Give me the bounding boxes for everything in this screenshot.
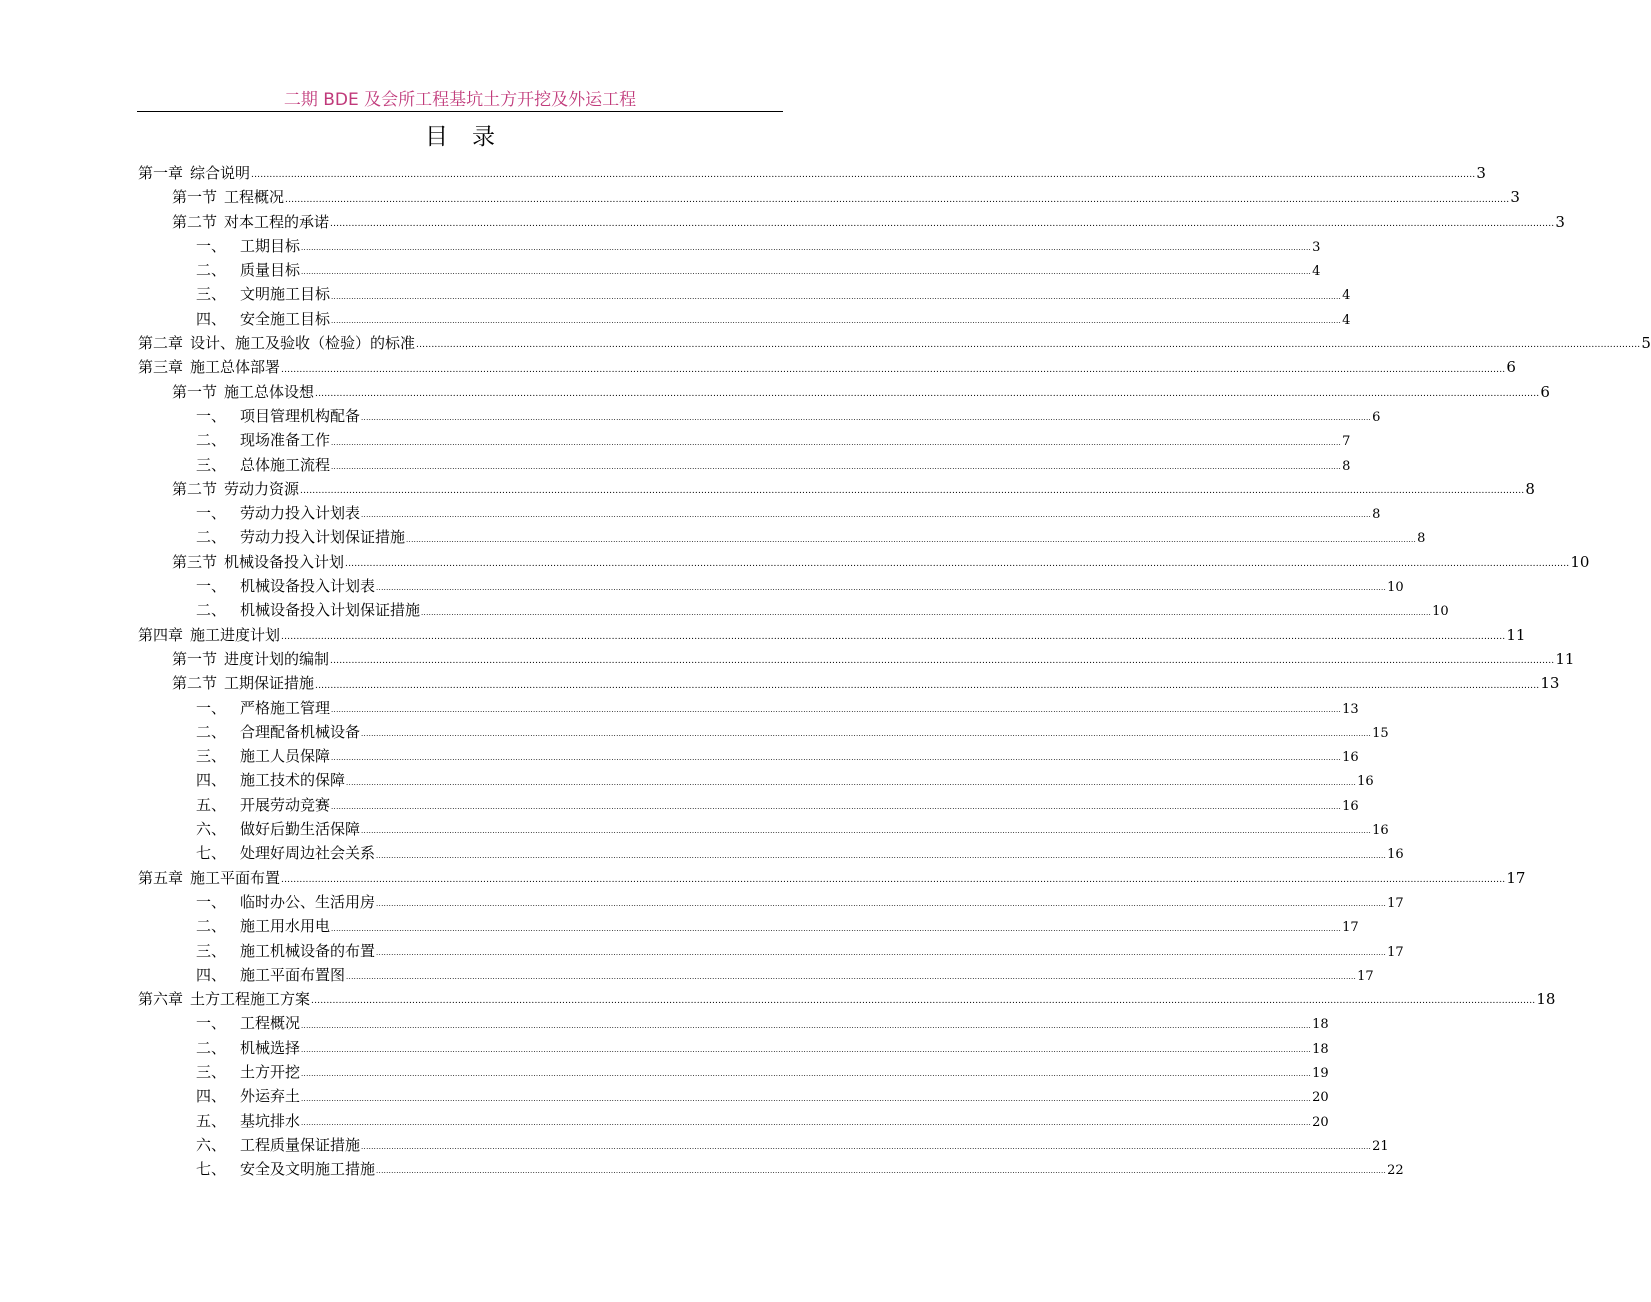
toc-page-number: 17 bbox=[1342, 920, 1359, 936]
toc-entry-number: 第六章 bbox=[138, 990, 184, 1009]
toc-entry-label bbox=[196, 501, 360, 525]
toc-entry-label bbox=[196, 282, 330, 306]
toc-entry[interactable] bbox=[138, 331, 1651, 355]
toc-page-number: 18 bbox=[1312, 1041, 1329, 1057]
toc-entry-text: 质量目标 bbox=[240, 261, 301, 280]
toc-page-number: 8 bbox=[1372, 507, 1381, 523]
toc-entry-number: 二、 bbox=[196, 722, 227, 741]
toc-leader-dots: ................................................................................................................................................................................................................................................................................................................................................................................................................ bbox=[376, 1167, 1387, 1176]
toc-leader-dots: ................................................................................................................................................................................................................................................................................................................................................................................................................ bbox=[281, 364, 1506, 375]
toc-entry-number: 一、 bbox=[196, 1014, 227, 1033]
toc-entry-number: 第二节 bbox=[172, 479, 218, 498]
toc-entry-label bbox=[196, 453, 330, 477]
toc-heading bbox=[0, 118, 920, 151]
toc-entry[interactable] bbox=[138, 744, 1359, 768]
toc-entry-number: 三、 bbox=[196, 1062, 227, 1081]
toc-entry-text: 施工技术的保障 bbox=[240, 771, 346, 790]
toc-leader-dots: ................................................................................................................................................................................................................................................................................................................................................................................................................ bbox=[331, 705, 1342, 714]
toc-page-number: 6 bbox=[1506, 358, 1516, 377]
toc-entry-label bbox=[196, 234, 300, 258]
toc-leader-dots: ................................................................................................................................................................................................................................................................................................................................................................................................................ bbox=[331, 803, 1342, 812]
toc-entry-text: 临时办公、生活用房 bbox=[240, 892, 376, 911]
toc-entry-text: 机械设备投入计划保证措施 bbox=[240, 601, 421, 620]
toc-entry[interactable] bbox=[138, 355, 1516, 379]
toc-entry-number: 第二章 bbox=[138, 334, 184, 353]
toc-entry-text: 工程概况 bbox=[224, 188, 285, 207]
toc-page-number: 4 bbox=[1342, 288, 1351, 304]
toc-entry[interactable] bbox=[138, 647, 1575, 671]
toc-page-number: 11 bbox=[1555, 649, 1575, 668]
toc-entry-label bbox=[196, 574, 375, 598]
toc-entry-label bbox=[138, 355, 280, 379]
toc-entry-label bbox=[196, 744, 330, 768]
toc-leader-dots: ................................................................................................................................................................................................................................................................................................................................................................................................................ bbox=[331, 292, 1342, 301]
toc-page-number: 10 bbox=[1387, 580, 1404, 596]
toc-entry[interactable] bbox=[138, 574, 1404, 598]
toc-leader-dots: ................................................................................................................................................................................................................................................................................................................................................................................................................ bbox=[315, 680, 1540, 691]
toc-leader-dots: ................................................................................................................................................................................................................................................................................................................................................................................................................ bbox=[416, 340, 1641, 351]
toc-entry-text: 机械设备投入计划 bbox=[224, 552, 345, 571]
toc-page-number: 8 bbox=[1525, 479, 1535, 498]
toc-entry-text: 外运弃土 bbox=[240, 1087, 301, 1106]
toc-leader-dots: ................................................................................................................................................................................................................................................................................................................................................................................................................ bbox=[376, 851, 1387, 860]
toc-entry-label bbox=[172, 210, 329, 234]
toc-entry[interactable] bbox=[138, 1011, 1329, 1035]
toc-entry-text: 土方工程施工方案 bbox=[190, 990, 311, 1009]
toc-entry-number: 第三节 bbox=[172, 552, 218, 571]
toc-entry-label bbox=[196, 1157, 375, 1181]
toc-entry-label bbox=[196, 307, 330, 331]
toc-entry-label bbox=[196, 598, 420, 622]
toc-page-number: 6 bbox=[1372, 409, 1381, 425]
toc-entry-text: 施工进度计划 bbox=[190, 625, 281, 644]
toc-entry[interactable] bbox=[138, 671, 1560, 695]
toc-entry-label bbox=[172, 671, 314, 695]
toc-page-number: 18 bbox=[1536, 990, 1556, 1009]
toc-entry[interactable] bbox=[138, 963, 1374, 987]
toc-page-number: 8 bbox=[1342, 458, 1351, 474]
toc-leader-dots: ................................................................................................................................................................................................................................................................................................................................................................................................................ bbox=[361, 414, 1372, 423]
toc-leader-dots: ................................................................................................................................................................................................................................................................................................................................................................................................................ bbox=[301, 1045, 1312, 1054]
toc-page-number: 16 bbox=[1342, 798, 1359, 814]
toc-entry-text: 设计、施工及验收（检验）的标准 bbox=[190, 334, 416, 353]
toc-entry[interactable] bbox=[138, 258, 1321, 282]
toc-entry-label bbox=[196, 1133, 360, 1157]
toc-entry-number: 二、 bbox=[196, 528, 227, 547]
toc-page-number: 4 bbox=[1312, 264, 1321, 280]
toc-entry-text: 安全施工目标 bbox=[240, 309, 331, 328]
toc-page-number: 17 bbox=[1357, 968, 1374, 984]
toc-page-number: 16 bbox=[1342, 750, 1359, 766]
toc-entry-label bbox=[196, 258, 300, 282]
toc-leader-dots: ................................................................................................................................................................................................................................................................................................................................................................................................................ bbox=[301, 1021, 1312, 1030]
toc-entry[interactable] bbox=[138, 720, 1389, 744]
toc-page-number: 17 bbox=[1387, 944, 1404, 960]
toc-entry-text: 机械选择 bbox=[240, 1038, 301, 1057]
toc-entry-label bbox=[196, 1036, 300, 1060]
toc-page-number: 10 bbox=[1432, 604, 1449, 620]
toc-entry-label bbox=[138, 987, 310, 1011]
toc-page-number: 20 bbox=[1312, 1090, 1329, 1106]
toc-heading-char-1: 目 bbox=[425, 124, 448, 150]
toc-leader-dots: ................................................................................................................................................................................................................................................................................................................................................................................................................ bbox=[331, 462, 1342, 471]
toc-heading-char-2: 录 bbox=[472, 124, 495, 150]
toc-entry-text: 劳动力投入计划保证措施 bbox=[240, 528, 406, 547]
toc-entry-text: 工程质量保证措施 bbox=[240, 1135, 361, 1154]
toc-leader-dots: ................................................................................................................................................................................................................................................................................................................................................................................................................ bbox=[331, 924, 1342, 933]
toc-entry-label bbox=[196, 1011, 300, 1035]
toc-entry[interactable] bbox=[138, 404, 1381, 428]
toc-entry-label bbox=[196, 841, 375, 865]
toc-entry-number: 一、 bbox=[196, 504, 227, 523]
toc-page-number: 13 bbox=[1540, 674, 1560, 693]
toc-entry-number: 第一章 bbox=[138, 164, 184, 182]
toc-entry-text: 工期保证措施 bbox=[224, 674, 315, 693]
toc-entry-text: 工期目标 bbox=[240, 236, 301, 255]
toc-entry-number: 一、 bbox=[196, 236, 227, 255]
toc-entry-text: 基坑排水 bbox=[240, 1111, 301, 1130]
toc-entry[interactable] bbox=[138, 914, 1359, 938]
toc-entry[interactable] bbox=[138, 453, 1351, 477]
toc-entry-label bbox=[172, 477, 299, 501]
toc-page-number: 6 bbox=[1540, 382, 1550, 401]
toc-entry-number: 第一节 bbox=[172, 188, 218, 207]
toc-entry[interactable] bbox=[138, 793, 1359, 817]
toc-entry-number: 一、 bbox=[196, 892, 227, 911]
toc-entry-label bbox=[172, 647, 329, 671]
toc-leader-dots: ................................................................................................................................................................................................................................................................................................................................................................................................................ bbox=[311, 996, 1536, 1007]
toc-page-number: 8 bbox=[1417, 531, 1426, 547]
toc-entry-text: 做好后勤生活保障 bbox=[240, 820, 361, 839]
toc-page-number: 5 bbox=[1641, 334, 1651, 353]
toc-entry-number: 第四章 bbox=[138, 625, 184, 644]
toc-page-number: 22 bbox=[1387, 1163, 1404, 1179]
toc-entry-text: 严格施工管理 bbox=[240, 698, 331, 717]
toc-entry[interactable] bbox=[138, 768, 1374, 792]
toc-entry-number: 四、 bbox=[196, 1087, 227, 1106]
toc-entry-text: 处理好周边社会关系 bbox=[240, 844, 376, 863]
toc-entry[interactable] bbox=[138, 525, 1426, 549]
toc-entry[interactable] bbox=[138, 1084, 1329, 1108]
toc-entry-label bbox=[196, 720, 360, 744]
toc-entry-label bbox=[196, 793, 330, 817]
toc-entry-text: 项目管理机构配备 bbox=[240, 406, 361, 425]
toc-entry-number: 三、 bbox=[196, 455, 227, 474]
toc-entry[interactable] bbox=[138, 550, 1590, 574]
toc-entry-label bbox=[196, 1060, 300, 1084]
toc-entry-number: 第一节 bbox=[172, 649, 218, 668]
toc-entry-number: 二、 bbox=[196, 431, 227, 450]
toc-leader-dots: ................................................................................................................................................................................................................................................................................................................................................................................................................ bbox=[346, 778, 1357, 787]
toc-entry-label bbox=[196, 963, 345, 987]
toc-leader-dots: ................................................................................................................................................................................................................................................................................................................................................................................................................ bbox=[281, 874, 1506, 885]
toc-page-number: 16 bbox=[1372, 823, 1389, 839]
toc-entry-number: 三、 bbox=[196, 941, 227, 960]
toc-entry-text: 施工平面布置 bbox=[190, 868, 281, 887]
toc-entry[interactable] bbox=[138, 501, 1381, 525]
toc-entry-number: 一、 bbox=[196, 698, 227, 717]
toc-leader-dots: ................................................................................................................................................................................................................................................................................................................................................................................................................ bbox=[301, 1118, 1312, 1127]
toc-entry-text: 开展劳动竞赛 bbox=[240, 795, 331, 814]
toc-page-number: 3 bbox=[1312, 239, 1321, 255]
toc-entry-number: 五、 bbox=[196, 1111, 227, 1130]
toc-page-number: 3 bbox=[1510, 188, 1520, 207]
toc-page-number: 10 bbox=[1570, 552, 1590, 571]
toc-entry[interactable] bbox=[138, 866, 1526, 890]
toc-entry-label bbox=[196, 525, 405, 549]
toc-leader-dots: ................................................................................................................................................................................................................................................................................................................................................................................................................ bbox=[301, 244, 1312, 253]
toc-leader-dots: ................................................................................................................................................................................................................................................................................................................................................................................................................ bbox=[331, 317, 1342, 326]
toc-page-number: 16 bbox=[1387, 847, 1404, 863]
toc-leader-dots: ................................................................................................................................................................................................................................................................................................................................................................................................................ bbox=[421, 608, 1432, 617]
toc-entry-text: 安全及文明施工措施 bbox=[240, 1160, 376, 1179]
toc-entry-text: 综合说明 bbox=[190, 164, 251, 182]
toc-entry-number: 二、 bbox=[196, 917, 227, 936]
toc-entry[interactable] bbox=[138, 598, 1449, 622]
toc-entry-number: 二、 bbox=[196, 601, 227, 620]
toc-entry[interactable] bbox=[138, 1060, 1329, 1084]
toc-entry[interactable] bbox=[138, 1109, 1329, 1133]
toc-entry[interactable] bbox=[138, 987, 1556, 1011]
toc-entry[interactable] bbox=[138, 890, 1404, 914]
toc-leader-dots: ................................................................................................................................................................................................................................................................................................................................................................................................................ bbox=[330, 218, 1555, 229]
toc-entry-label bbox=[138, 331, 415, 355]
header-divider bbox=[137, 111, 783, 112]
toc-page-number: 20 bbox=[1312, 1114, 1329, 1130]
toc-leader-dots: ................................................................................................................................................................................................................................................................................................................................................................................................................ bbox=[346, 973, 1357, 982]
toc-page-number: 4 bbox=[1342, 312, 1351, 328]
toc-leader-dots: ................................................................................................................................................................................................................................................................................................................................................................................................................ bbox=[331, 754, 1342, 763]
toc-page-number: 18 bbox=[1312, 1017, 1329, 1033]
table-of-contents bbox=[138, 161, 1651, 1181]
toc-entry[interactable] bbox=[138, 210, 1565, 234]
toc-page-number: 16 bbox=[1357, 774, 1374, 790]
toc-entry-number: 第二节 bbox=[172, 212, 218, 231]
toc-page-number: 3 bbox=[1476, 164, 1486, 182]
toc-entry-label bbox=[196, 404, 360, 428]
toc-page-number: 17 bbox=[1387, 895, 1404, 911]
toc-entry-number: 第三章 bbox=[138, 358, 184, 377]
toc-entry-number: 四、 bbox=[196, 309, 227, 328]
toc-entry-label bbox=[138, 866, 280, 890]
toc-leader-dots: ................................................................................................................................................................................................................................................................................................................................................................................................................ bbox=[301, 1094, 1312, 1103]
toc-entry-label bbox=[196, 696, 330, 720]
toc-entry-number: 四、 bbox=[196, 771, 227, 790]
toc-entry[interactable] bbox=[138, 841, 1404, 865]
toc-leader-dots: ................................................................................................................................................................................................................................................................................................................................................................................................................ bbox=[361, 827, 1372, 836]
toc-entry-text: 施工总体设想 bbox=[224, 382, 315, 401]
toc-entry-label bbox=[196, 939, 375, 963]
toc-leader-dots: ................................................................................................................................................................................................................................................................................................................................................................................................................ bbox=[281, 631, 1506, 642]
toc-entry-number: 第二节 bbox=[172, 674, 218, 693]
toc-leader-dots: ................................................................................................................................................................................................................................................................................................................................................................................................................ bbox=[345, 559, 1570, 570]
toc-entry-number: 三、 bbox=[196, 747, 227, 766]
toc-leader-dots: ................................................................................................................................................................................................................................................................................................................................................................................................................ bbox=[301, 1070, 1312, 1079]
toc-entry-number: 六、 bbox=[196, 1135, 227, 1154]
toc-leader-dots: ................................................................................................................................................................................................................................................................................................................................................................................................................ bbox=[376, 900, 1387, 909]
toc-entry-number: 四、 bbox=[196, 965, 227, 984]
toc-entry[interactable] bbox=[138, 1036, 1329, 1060]
toc-leader-dots: ................................................................................................................................................................................................................................................................................................................................................................................................................ bbox=[361, 511, 1372, 520]
toc-entry-label bbox=[196, 428, 330, 452]
toc-entry[interactable] bbox=[138, 307, 1351, 331]
toc-entry[interactable] bbox=[138, 1157, 1404, 1181]
toc-entry[interactable] bbox=[138, 282, 1351, 306]
toc-entry-label bbox=[196, 914, 330, 938]
toc-entry[interactable] bbox=[138, 477, 1535, 501]
toc-entry-text: 合理配备机械设备 bbox=[240, 722, 361, 741]
toc-entry-label bbox=[196, 768, 345, 792]
toc-entry[interactable] bbox=[138, 817, 1389, 841]
toc-entry-text: 进度计划的编制 bbox=[224, 649, 330, 668]
toc-page-number: 11 bbox=[1506, 625, 1526, 644]
toc-entry-text: 施工用水用电 bbox=[240, 917, 331, 936]
toc-entry-label bbox=[196, 890, 375, 914]
toc-page-number: 15 bbox=[1372, 725, 1389, 741]
toc-entry-label bbox=[138, 161, 250, 185]
toc-entry-text: 施工人员保障 bbox=[240, 747, 331, 766]
toc-entry[interactable] bbox=[138, 428, 1351, 452]
toc-entry-number: 一、 bbox=[196, 577, 227, 596]
toc-page-number: 7 bbox=[1342, 434, 1351, 450]
toc-entry[interactable] bbox=[138, 185, 1520, 209]
toc-leader-dots: ................................................................................................................................................................................................................................................................................................................................................................................................................ bbox=[300, 486, 1525, 497]
toc-page-number: 21 bbox=[1372, 1138, 1389, 1154]
toc-entry-text: 对本工程的承诺 bbox=[224, 212, 330, 231]
toc-entry-label bbox=[196, 1084, 300, 1108]
toc-entry-number: 五、 bbox=[196, 795, 227, 814]
toc-entry-number: 二、 bbox=[196, 261, 227, 280]
toc-entry[interactable] bbox=[138, 696, 1359, 720]
toc-entry-text: 劳动力投入计划表 bbox=[240, 504, 361, 523]
toc-entry-number: 七、 bbox=[196, 1160, 227, 1179]
toc-entry-number: 一、 bbox=[196, 406, 227, 425]
toc-entry-text: 施工机械设备的布置 bbox=[240, 941, 376, 960]
toc-leader-dots: ................................................................................................................................................................................................................................................................................................................................................................................................................ bbox=[376, 584, 1387, 593]
document-header-title: 二期 BDE 及会所工程基坑土方开挖及外运工程 bbox=[283, 90, 637, 110]
toc-leader-dots: ................................................................................................................................................................................................................................................................................................................................................................................................................ bbox=[330, 656, 1555, 667]
toc-page-number: 13 bbox=[1342, 701, 1359, 717]
toc-entry-number: 第一节 bbox=[172, 382, 218, 401]
toc-entry[interactable] bbox=[138, 939, 1404, 963]
toc-entry-number: 六、 bbox=[196, 820, 227, 839]
toc-leader-dots: ................................................................................................................................................................................................................................................................................................................................................................................................................ bbox=[331, 438, 1342, 447]
toc-entry-label bbox=[172, 380, 314, 404]
toc-entry-number: 七、 bbox=[196, 844, 227, 863]
toc-leader-dots: ................................................................................................................................................................................................................................................................................................................................................................................................................ bbox=[285, 194, 1510, 205]
toc-entry-label bbox=[138, 623, 280, 647]
toc-leader-dots: ................................................................................................................................................................................................................................................................................................................................................................................................................ bbox=[361, 730, 1372, 739]
toc-leader-dots: ................................................................................................................................................................................................................................................................................................................................................................................................................ bbox=[301, 268, 1312, 277]
toc-entry-text: 文明施工目标 bbox=[240, 285, 331, 304]
toc-entry-label bbox=[196, 1109, 300, 1133]
toc-leader-dots: ................................................................................................................................................................................................................................................................................................................................................................................................................ bbox=[251, 170, 1476, 181]
toc-page-number: 19 bbox=[1312, 1065, 1329, 1081]
toc-entry[interactable] bbox=[138, 1133, 1389, 1157]
toc-leader-dots: ................................................................................................................................................................................................................................................................................................................................................................................................................ bbox=[406, 535, 1417, 544]
toc-entry[interactable] bbox=[138, 161, 1486, 185]
toc-entry-number: 三、 bbox=[196, 285, 227, 304]
toc-leader-dots: ................................................................................................................................................................................................................................................................................................................................................................................................................ bbox=[315, 388, 1540, 399]
toc-entry-text: 工程概况 bbox=[240, 1014, 301, 1033]
toc-entry-text: 劳动力资源 bbox=[224, 479, 300, 498]
toc-entry-text: 现场准备工作 bbox=[240, 431, 331, 450]
toc-entry-text: 机械设备投入计划表 bbox=[240, 577, 376, 596]
toc-entry[interactable] bbox=[138, 234, 1321, 258]
toc-leader-dots: ................................................................................................................................................................................................................................................................................................................................................................................................................ bbox=[376, 948, 1387, 957]
toc-entry[interactable] bbox=[138, 380, 1550, 404]
toc-leader-dots: ................................................................................................................................................................................................................................................................................................................................................................................................................ bbox=[361, 1143, 1372, 1152]
toc-entry-label bbox=[172, 185, 284, 209]
toc-page-number: 17 bbox=[1506, 868, 1526, 887]
toc-entry-number: 第五章 bbox=[138, 868, 184, 887]
toc-entry-text: 施工总体部署 bbox=[190, 358, 281, 377]
toc-entry-label bbox=[172, 550, 344, 574]
toc-entry-text: 土方开挖 bbox=[240, 1062, 301, 1081]
toc-entry-text: 施工平面布置图 bbox=[240, 965, 346, 984]
toc-entry-number: 二、 bbox=[196, 1038, 227, 1057]
toc-entry-text: 总体施工流程 bbox=[240, 455, 331, 474]
toc-page-number: 3 bbox=[1555, 212, 1565, 231]
toc-entry-label bbox=[196, 817, 360, 841]
toc-entry[interactable] bbox=[138, 623, 1526, 647]
